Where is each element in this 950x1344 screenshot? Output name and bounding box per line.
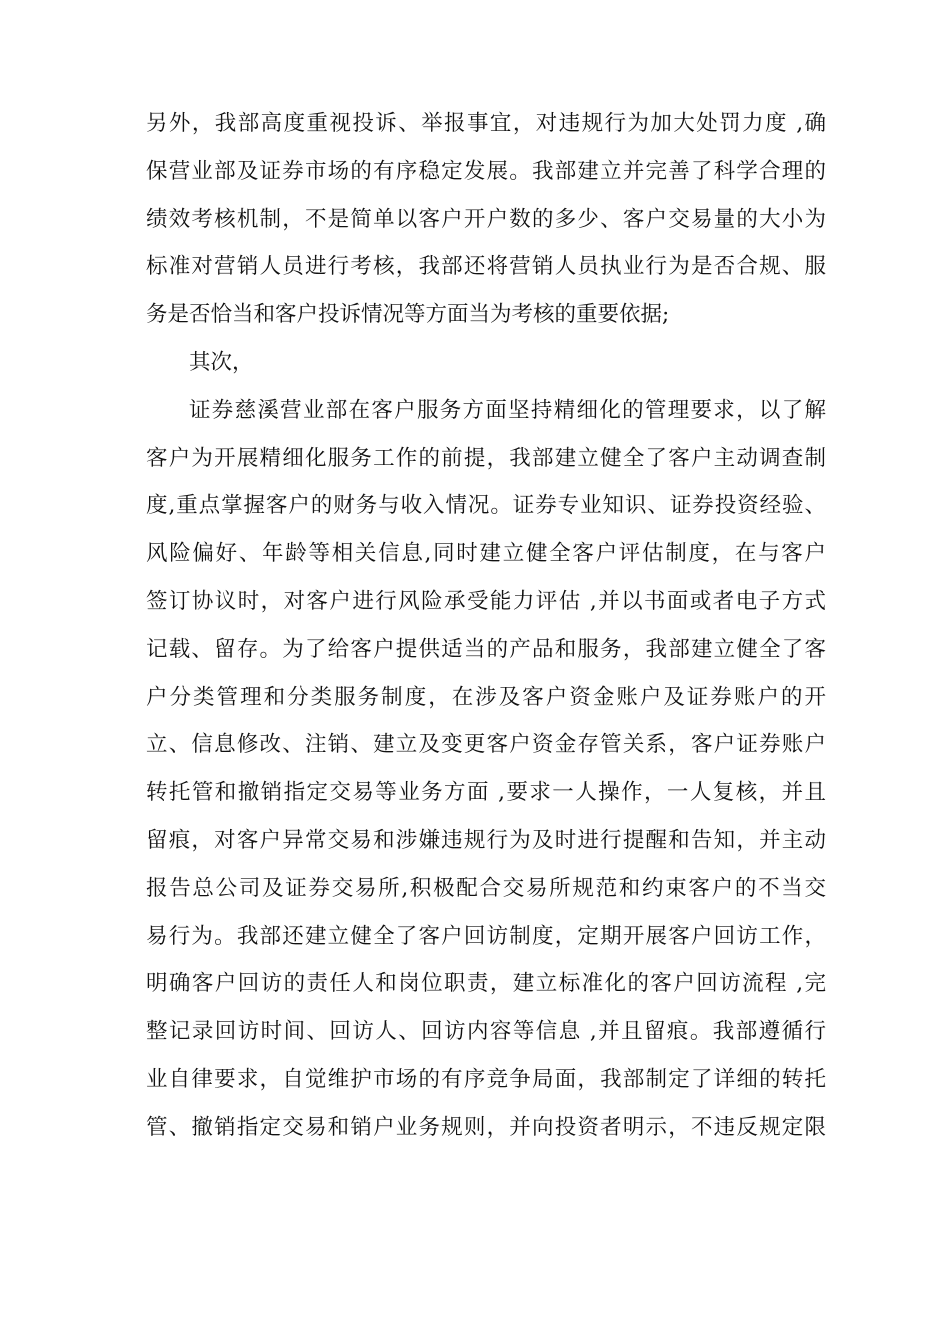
text-line: 报告总公司及证券交易所,积极配合交易所规范和约束客户的不当交 bbox=[146, 875, 826, 901]
text-line: 记载、留存。为了给客户提供适当的产品和服务，我部建立健全了客 bbox=[146, 636, 826, 662]
text-line: 留痕，对客户异常交易和涉嫌违规行为及时进行提醒和告知，并主动 bbox=[146, 827, 826, 853]
text-line: 保营业部及证券市场的有序稳定发展。我部建立并完善了科学合理的 bbox=[146, 158, 826, 184]
text-line: 绩效考核机制，不是简单以客户开户数的多少、客户交易量的大小为 bbox=[146, 206, 826, 232]
text-line: 签订协议时，对客户进行风险承受能力评估 ,并以书面或者电子方式 bbox=[146, 588, 826, 614]
text-line: 明确客户回访的责任人和岗位职责，建立标准化的客户回访流程 ,完 bbox=[146, 971, 826, 997]
text-line: 立、信息修改、注销、建立及变更客户资金存管关系，客户证券账户 bbox=[146, 732, 826, 758]
text-line: 证券慈溪营业部在客户服务方面坚持精细化的管理要求，以了解 bbox=[189, 397, 826, 423]
text-line: 度,重点掌握客户的财务与收入情况。证券专业知识、证券投资经验、 bbox=[146, 493, 826, 519]
text-line: 户分类管理和分类服务制度，在涉及客户资金账户及证券账户的开 bbox=[146, 684, 826, 710]
text-line: 另外，我部高度重视投诉、举报事宜，对违规行为加大处罚力度 ,确 bbox=[146, 111, 826, 136]
text-line: 整记录回访时间、回访人、回访内容等信息 ,并且留痕。我部遵循行 bbox=[146, 1019, 826, 1045]
text-line: 易行为。我部还建立健全了客户回访制度，定期开展客户回访工作， bbox=[146, 923, 826, 949]
text-line: 客户为开展精细化服务工作的前提，我部建立健全了客户主动调查制 bbox=[146, 445, 826, 471]
text-line: 转托管和撤销指定交易等业务方面 ,要求一人操作，一人复核，并且 bbox=[146, 780, 826, 806]
body-text bbox=[146, 100, 826, 1152]
text-line: 业自律要求，自觉维护市场的有序竞争局面，我部制定了详细的转托 bbox=[146, 1066, 826, 1092]
text-line: 标准对营销人员进行考核，我部还将营销人员执业行为是否合规、服 bbox=[146, 254, 826, 280]
text-line: 务是否恰当和客户投诉情况等方面当为考核的重要依据; bbox=[146, 302, 670, 328]
text-line: 风险偏好、年龄等相关信息,同时建立健全客户评估制度，在与客户 bbox=[146, 541, 826, 567]
section-heading: 其次， bbox=[189, 349, 254, 375]
text-line: 管、撤销指定交易和销户业务规则，并向投资者明示，不违反规定限 bbox=[146, 1114, 826, 1140]
